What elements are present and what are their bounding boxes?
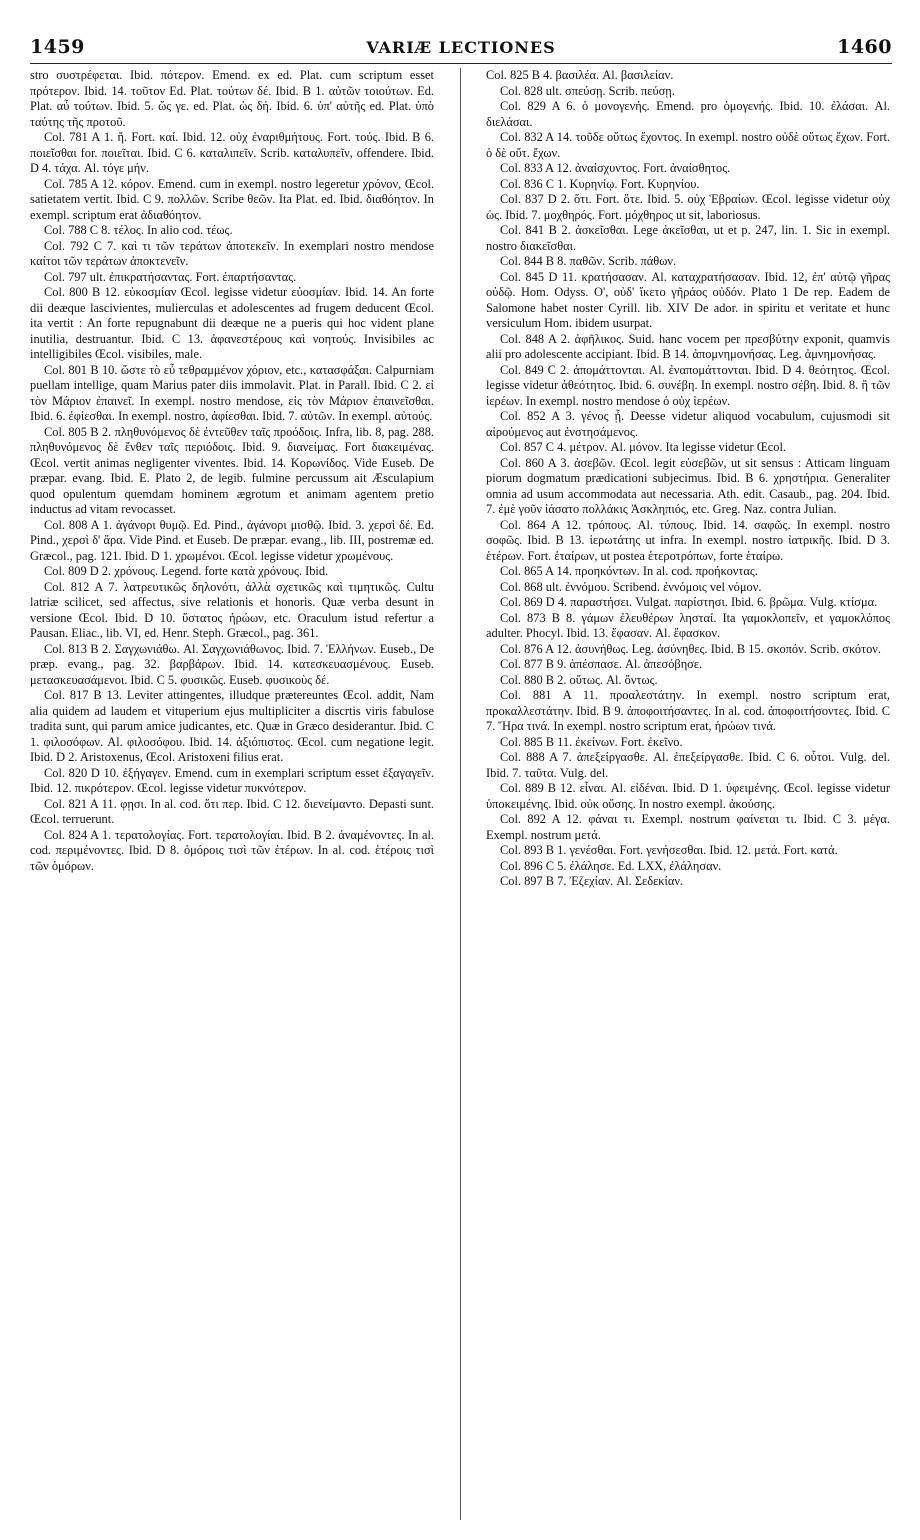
lection-entry: Col. 896 C 5. ἐλάλησε. Ed. LXX, ἐλάλησαν. [500, 858, 722, 873]
lection-entry: Col. 836 C 1. Κυρηνίῳ. Fort. Κυρηνίου. [500, 176, 700, 191]
lection-entry: Col. 788 C 8. τέλος. In alio cod. τέως. [44, 223, 233, 237]
lection-entry: Col. 820 D 10. ἐξήγαγεν. Emend. cum in exemplari scriptum esset ἐξαγαγεῖν. Ibid. 12. πικρότερον. Œcol. legisse videtur πυκνότερον. [30, 765, 434, 795]
lection-entry: Col. 833 A 12. ἀναίσχυντος. Fort. ἀναίσθητος. [500, 161, 731, 175]
lection-entry: Col. 829 A 6. ὁ μονογενής. Emend. pro ὁμογενής. Ibid. 10. ἐλάσαι. Al. διελάσαι. [486, 99, 890, 129]
lection-entry: Col. 825 B 4. βασιλέα. Al. βασιλείαν. [486, 68, 674, 82]
lection-entry: Col. 869 D 4. παραστήσει. Vulgat. παρίστησι. Ibid. 6. βρῶμα. Vulg. κτίσμα. [500, 595, 878, 609]
lection-entry: Col. 848 A 2. ἀφῆλικος. Suid. hanc vocem per πρεσβύτην exponit, quamvis alii pro adolescente accipiant. Ibid. B 14. ἀπομνημονήσας. Leg. ἀμνημονήσας. [486, 331, 890, 361]
lection-entry: Col. 888 A 7. ἀπεξείργασθε. Al. ἐπεξείργασθε. Ibid. C 6. οὗτοι. Vulg. del. Ibid. 7. ταῦτα. Vulg. del. [486, 750, 890, 780]
lection-entry: Col. 832 A 14. τοῦδε οὕτως ἔχοντος. In exempl. nostro οὐδὲ οὕτως ἔχων. Fort. ὁ δὲ οὔτ. ἔχων. [486, 130, 890, 160]
page-title: VARIÆ LECTIONES [366, 38, 556, 57]
lection-entry: Col. 881 A 11. προαλεστάτην. In exempl. nostro scriptum erat, προκαλλεστάτην. Ibid. B 9. ἀποφοιτήσαντες. In al. cod. ἀποφοιτήσοντες. Ibid. C 7. Ἥρα τινά. In exempl. nostro scriptum erat, ἡρώων τινά. [486, 688, 890, 733]
lection-entry: Col. 797 ult. ἐπικρατήσαντας. Fort. ἐπαρτήσαντας. [44, 269, 297, 284]
lection-entry: Col. 893 B 1. γενέσθαι. Fort. γενήσεσθαι. Ibid. 12. μετά. Fort. κατά. [500, 843, 838, 857]
lection-entry: Col. 876 A 12. ἀσυνήθως. Leg. ἀσύνηθες. Ibid. B 15. σκοπόν. Scrib. σκότον. [500, 641, 881, 656]
lection-entry: Col. 805 B 2. πληθυνόμενος δὲ ἐντεῦθεν ταῖς προόδοις. Infra, lib. 8, pag. 288. πληθυνόμενος δὲ ἔνθεν ταῖς περιόδοις. Ibid. 9. διανείμας. Fort διακειμένας. Œcol. vertit animas negligenter viventes. Ibid. 14. Κορωνίδος. Vide Euseb. De præpar. evang. Ibid. E. Plato 2, de legib. fulmine percussum ait Æsculapium quod opulentum quemdam hominem ægrotum et animam agentem pretio inductus ad vitam revocasset. [30, 424, 434, 516]
lection-entry: Col. 824 A 1. τερατολογίας. Fort. τερατολογίαι. Ibid. B 2. ἀναμένοντες. In al. cod. περιμένοντες. Ibid. D 8. ὁμόροις τισὶ τῶν ἑτέρων. In al. cod. ἑτέροις τισὶ τῶν ὁμόρων. [30, 827, 434, 873]
lection-entry: Col. 828 ult. σπεύσῃ. Scrib. πεύσῃ. [500, 83, 675, 98]
lection-entry: Col. 801 B 10. ὥστε τὸ εὖ τεθραμμένον χόριον, etc., κατασφάξαι. Calpurniam puellam intellige, quam Marius pater diis immolavit. Plat. in Parall. Ibid. C 2. εἰ τὸν Μάριον ἐπαινεῖ. In exempl. nostro mendose, εἰς τὸν Μάριον ἐπαινεῖσθαι. Ibid. 6. ἐφίεσθαι. In exempl. nostro, ἀφίεσθαι. Ibid. 7. αὐτῶν. In exempl. αὐτούς. [30, 362, 434, 423]
lection-entry: Col. 792 C 7. καὶ τι τῶν τεράτων ἀποτεκεῖν. In exemplari nostro mendose καίτοι τῶν τεράτων ἀποκτενεῖν. [30, 238, 434, 268]
lection-entry: Col. 860 A 3. ἀσεβῶν. Œcol. legit εὐσεβῶν, ut sit sensus : Atticam linguam piorum dogmatum prædicationi subjecimus. Ibid. B 6. χρηστήρια. Generaliter omnia ad usum accommodata aut necessaria. Ath. edit. Casaub., pag. 204. Ibid. 7. ἐμὲ γοῦν ἰάσατο πολλάκις Ἀσκληπιός, etc. Greg. Naz. contra Julian. [486, 455, 890, 516]
lection-entry: Col. 864 A 12. τρόπους. Al. τύπους. Ibid. 14. σαφῶς. In exempl. nostro σοφῶς. Ibid. B 13. ἱερωτάτης ut infra. In exempl. nostro ἰατρικῆς. Ibid. D 3. ἑτέρων. Fort. ἑταίρων, ut postea ἑτεροτρόπων, forte ἑταίρω. [486, 517, 890, 563]
page-number-right: 1460 [837, 36, 892, 58]
page-header [30, 36, 892, 62]
lection-entry: Col. 889 B 12. εἶναι. Al. εἰδέναι. Ibid. D 1. ὑφειμένης. Œcol. legisse videtur ὑποκειμένης. Ibid. οὐκ οὔσης. In nostro exempl. ἀκούσης. [486, 781, 890, 811]
lection-entry: Col. 845 D 11. κρατήσασαν. Al. καταχρατήσασαν. Ibid. 12, ἐπ' αὐτῷ γῆρας οὐδῷ. Hom. Odyss. O', οὐδ' ἵκετο γῆράος οὐδόν. Plato 1 De rep. Eadem de Salomone habet noster Cyrill. lib. XIV De ador. in spiritu et veritate et hunc versiculum Hom. ibidem usurpat. [486, 269, 890, 330]
lection-entry: Col. 857 C 4. μέτρον. Al. μόνον. Ita legisse videtur Œcol. [500, 440, 786, 454]
page-number-left: 1459 [30, 36, 85, 58]
lection-entry: Col. 852 A 3. γένος ᾖ. Deesse videtur aliquod vocabulum, cujusmodi sit αἱρούμενος aut ἐνστησάμενος. [486, 409, 890, 439]
lection-entry: Col. 877 B 9. ἀπέσπασε. Al. ἀπεσόβησε. [500, 657, 703, 671]
lection-entry: Col. 837 D 2. ὅτι. Fort. ὅτε. Ibid. 5. οὐχ Ἑβραίων. Œcol. legisse videtur οὐχ ὡς. Ibid. 7. μοχθηρός. Fort. μόχθηρος ut sit, laboriosus. [486, 192, 890, 222]
lection-entry: Col. 781 A 1. ἤ. Fort. καί. Ibid. 12. οὐχ ἐναριθμήτους. Fort. τούς. Ibid. B 6. ποιεῖσθαι for. ποιεῖται. Ibid. C 6. καταλιπεῖν. Scrib. καταλυπεῖν, offendere. Ibid. D 4. τάχα. Al. τόγε μήν. [30, 130, 434, 175]
column-divider [460, 68, 461, 1520]
lection-entry: Col. 841 B 2. ἀσκεῖσθαι. Lege ἀκεῖσθαι, ut et p. 247, lin. 1. Sic in exempl. nostro διακεῖσθαι. [486, 223, 890, 253]
lection-entry: Col. 885 B 11. ἐκείνων. Fort. ἐκεῖνο. [500, 734, 683, 749]
lection-entry: Col. 892 A 12. φάναι τι. Exempl. nostrum φαίνεται τι. Ibid. C 3. μέγα. Exempl. nostrum μετά. [486, 812, 890, 842]
lection-entry: Col. 868 ult. ἐννόμου. Scribend. ἐννόμοις vel νόμον. [500, 579, 762, 594]
lection-entry: Col. 821 A 11. φῃσι. In al. cod. ὅτι περ. Ibid. C 12. διενείμαντο. Depasti sunt. Œcol. terruerunt. [30, 796, 434, 826]
lection-entry: Col. 808 A 1. ἀγάνορι θυμῷ. Ed. Pind., ἀγάνορι μισθῷ. Ibid. 3. χερσὶ δέ. Ed. Pind., χερσὶ δ' ἄρα. Vide Pind. et Euseb. De præpar. evang., lib. III, postremæ ed. Græcol., pag. 121. Ibid. D 1. χρωμένοι. Œcol. legisse videtur χρωμένους. [30, 517, 434, 563]
lection-entry: Col. 844 B 8. παθῶν. Scrib. πάθων. [500, 254, 677, 268]
lection-entry: Col. 800 B 12. εὐκοσμίαν Œcol. legisse videtur εὐοσμίαν. Ibid. 14. An forte dii deæque lascivientes, mulierculas et adolescentes ad frugem deducent Œcol. ita vertit : An forte repugnabunt dii deæque ne a pueris qui hoc vident plane inutilia, destruantur. Ibid. C 13. ἀφανεστέρους καὶ νοητούς. Invisibiles ac intelligibiles Œcol. visibiles, male. [30, 285, 434, 361]
lection-entry: stro συστρέφεται. Ibid. πότερον. Emend. ex ed. Plat. cum scriptum esset πρότερον. Ibid. 14. τοῦτον Ed. Plat. τούτων δέ. Ibid. B 1. αὐτῶν τοιούτων. Ed. Plat. αὖ τούτων. Ibid. 5. ὥς γε. ed. Plat. ὡς δή. Ibid. 6. ὑπ' αὐτῆς ed. Plat. ὑπὸ ταύτης τῆς προτοῦ. [30, 68, 434, 129]
lection-entry: Col. 849 C 2. ἀπομάττονται. Al. ἐναπομάττονται. Ibid. D 4. θεότητος. Œcol. legisse videtur ἀθεότητος. Ibid. 6. συνέβη. In exempl. nostro σέβη. Ibid. 8. ἢ τῶν ἱερέων. In exempl. nostro mendose ὁ οὐχ ἱερέων. [486, 362, 890, 408]
left-column [30, 68, 434, 1520]
lection-entry: Col. 865 A 14. προηκόντων. In al. cod. προήκοντας. [500, 564, 758, 578]
header-rule [30, 63, 892, 64]
lection-entry: Col. 812 A 7. λατρευτικῶς δηλονότι, ἀλλὰ σχετικῶς καὶ τιμητικῶς. Cultu latriæ scilicet, sed affectus, sive relationis et honoris. Quæ verba desunt in versione Œcol. Ibid. D 10. ὕστατος ἡρώων, etc. Oraculum istud refertur a Pausan. Eliac., lib. VI, ed. Henr. Steph. Græcol., pag. 361. [30, 579, 434, 640]
lection-entry: Col. 809 D 2. χρόνους. Legend. forte κατὰ χρόνους. Ibid. [44, 564, 329, 578]
lection-entry: Col. 785 A 12. κόρον. Emend. cum in exempl. nostro legeretur χρόνον, Œcol. satietatem vertit. Ibid. C 9. πολλῶν. Scribe θεῶν. Ita Plat. ed. Ibid. διαθόητον. In exempl. scriptum erat ἀδιαθόητον. [30, 176, 434, 222]
right-column [486, 68, 890, 1520]
lection-entry: Col. 880 B 2. οὕτως. Al. ὄντως. [500, 672, 658, 687]
lection-entry: Col. 897 B 7. Ἐζεχίαν. Al. Σεδεκίαν. [500, 874, 684, 888]
lection-entry: Col. 817 B 13. Leviter attingentes, illudque prætereuntes Œcol. addit, Nam alia quidem ad laudem et vituperium ejus multipliciter a discrtis viris fabulose tradita sunt, qui parum amice judicantes, etc. Quæ in Græco desiderantur. Ibid. C 1. φιλοσόφων. Al. φιλοσόφου. Ibid. 14. ἀξιόπιστος. Œcol. cum negatione legit. Ibid. D 2. Aristoxenus, Œcol. Aristoxeni filius erat. [30, 688, 434, 764]
lection-entry: Col. 813 B 2. Σαγχωνιάθω. Al. Σαγχωνιάθωνος. Ibid. 7. Ἑλλήνων. Euseb., De præp. evang., pag. 32. βαρβάρων. Ibid. 14. κατεσκευασμένους. Euseb. μετασκευασάμενοι. Ibid. C 5. φυσικῶς. Euseb. φυσικοὺς δέ. [30, 641, 434, 687]
lection-entry: Col. 873 B 8. γάμων ἐλευθέρων λησταί. Ita γαμοκλοπεῖν, et γαμοκλόπος adulter. Phocyl. Ibid. 13. ἔφασαν. Al. ἔφασκον. [486, 610, 890, 640]
